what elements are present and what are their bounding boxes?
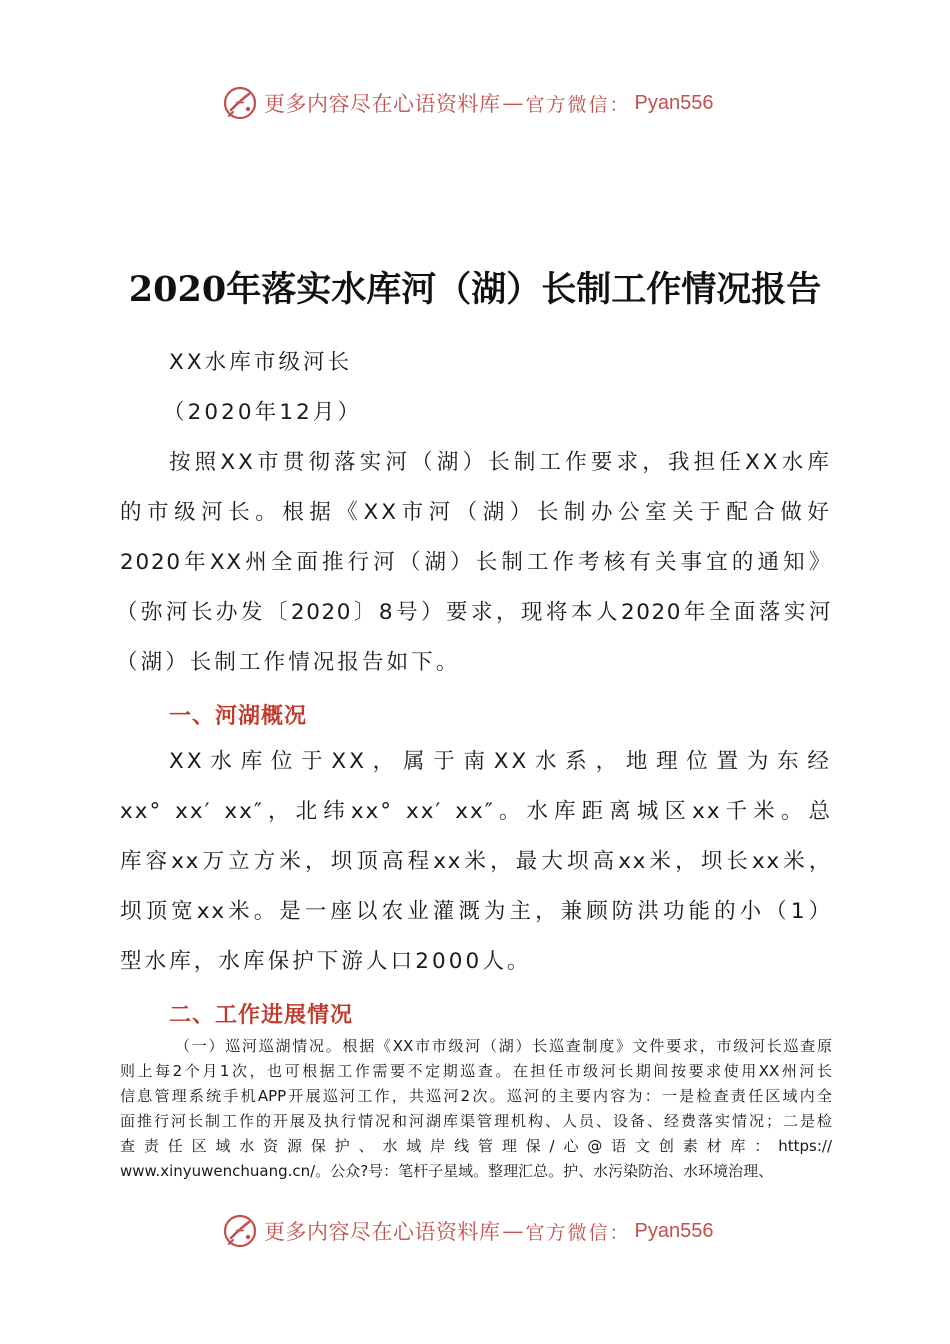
banner-main-text: 更多内容尽在心语资料库 [264,1220,501,1244]
author-line: XX水库市级河长 [169,350,353,375]
document-title: 2020年落实水库河（湖）长制工作情况报告 [128,269,822,310]
progress-line: www.xinyuwenchuang.cn/。公众?号：笔杆子星域。整理汇总。护、水污染防治、水环境治理、 [120,1162,774,1180]
progress-line: （一）巡河巡湖情况。根据《XX市市级河（湖）长巡查制度》文件要求，市级河长巡查原 [175,1037,832,1055]
date-line: （2020年12月） [163,400,363,425]
banner-separator: — [502,91,524,115]
banner-wechat-id: Pyan556 [634,91,714,114]
overview-line: 型水库，水库保护下游人口2000人。 [120,949,532,974]
header-watermark-banner [222,83,742,123]
intro-line: 的市级河长。根据《XX市河（湖）长制办公室关于配合做好 [120,500,832,525]
progress-line: 面推行河长制工作的开展及执行情况和河湖库渠管理机构、人员、设备、经费落实情况；二是检 [120,1112,832,1130]
intro-line: 2020年XX州全面推行河（湖）长制工作考核有关事宜的通知》 [120,550,832,575]
overview-line: 库容xx万立方米，坝顶高程xx米，最大坝高xx米，坝长xx米， [120,849,832,874]
pen-logo-icon [222,1213,258,1249]
intro-line: （湖）长制工作情况报告如下。 [116,650,461,675]
progress-line: 信息管理系统手机APP开展巡河工作，共巡河2次。巡河的主要内容为：一是检查责任区域内全 [120,1087,832,1105]
progress-line: 查责任区域水资源保护、水域岸线管理保/心@语文创素材库：https:// [120,1137,832,1155]
overview-line: 坝顶宽xx米。是一座以农业灌溉为主，兼顾防洪功能的小（1） [120,899,832,924]
intro-line: （弥河长办发〔2020〕8号）要求，现将本人2020年全面落实河 [116,600,832,625]
intro-line: 按照XX市贯彻落实河（湖）长制工作要求，我担任XX水库 [169,450,832,475]
pen-logo-icon [222,85,258,121]
overview-line: xx° xx′ xx″，北纬xx° xx′ xx″。水库距离城区xx千米。总 [120,799,832,824]
banner-main-text: 更多内容尽在心语资料库 [264,92,501,116]
banner-wechat-id: Pyan556 [634,1219,714,1242]
banner-wechat-label: 官方微信： [525,93,631,116]
section-heading-overview: 一、河湖概况 [169,704,308,729]
section-heading-progress: 二、工作进展情况 [169,1003,354,1028]
overview-line: XX水库位于XX，属于南XX水系，地理位置为东经 [169,749,832,774]
banner-wechat-label: 官方微信： [525,1221,631,1244]
progress-line: 则上每2个月1次，也可根据工作需要不定期巡查。在担任市级河长期间按要求使用XX州河长 [120,1062,832,1080]
footer-watermark-banner [222,1211,742,1251]
banner-separator: — [502,1219,524,1243]
